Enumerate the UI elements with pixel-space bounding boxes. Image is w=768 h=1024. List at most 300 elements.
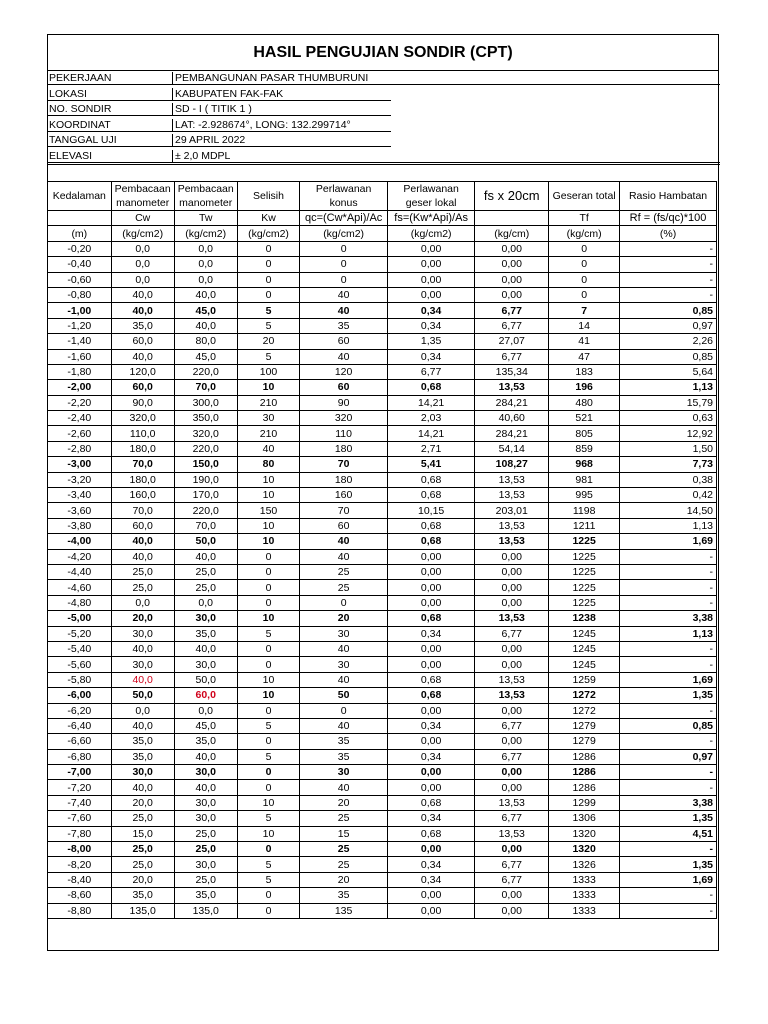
cell-fs20: 284,21 <box>475 395 549 410</box>
cell-tw: 35,0 <box>174 888 237 903</box>
cell-cw: 15,0 <box>111 826 174 841</box>
col-qc: Perlawanan konus <box>300 182 388 211</box>
cell-fs: 0,34 <box>387 718 474 733</box>
cell-cw: 320,0 <box>111 411 174 426</box>
cell-fs: 0,68 <box>387 826 474 841</box>
unit-cell: (kg/cm2) <box>174 226 237 241</box>
cell-rf: 2,26 <box>620 334 717 349</box>
table-row <box>48 580 717 595</box>
cell-d: -3,60 <box>48 503 112 518</box>
cell-qc: 40 <box>300 287 388 302</box>
cell-kw: 0 <box>237 780 300 795</box>
cell-fs: 0,68 <box>387 534 474 549</box>
cell-tf: 1320 <box>549 842 620 857</box>
cell-cw: 40,0 <box>111 672 174 687</box>
cell-tf: 0 <box>549 272 620 287</box>
cell-kw: 40 <box>237 441 300 456</box>
cell-rf: - <box>620 703 717 718</box>
cell-qc: 0 <box>300 272 388 287</box>
cell-qc: 160 <box>300 488 388 503</box>
cell-tw: 0,0 <box>174 241 237 256</box>
cell-fs: 10,15 <box>387 503 474 518</box>
cell-fs20: 0,00 <box>475 564 549 579</box>
cell-fs20: 0,00 <box>475 734 549 749</box>
cell-cw: 20,0 <box>111 795 174 810</box>
cell-qc: 40 <box>300 672 388 687</box>
cell-tw: 60,0 <box>174 688 237 703</box>
cell-qc: 0 <box>300 703 388 718</box>
cell-qc: 35 <box>300 749 388 764</box>
cell-kw: 0 <box>237 888 300 903</box>
cell-tw: 320,0 <box>174 426 237 441</box>
cell-qc: 25 <box>300 857 388 872</box>
cell-d: -8,60 <box>48 888 112 903</box>
cell-tf: 1286 <box>549 780 620 795</box>
cell-qc: 180 <box>300 441 388 456</box>
col-tf: Geseran total <box>549 182 620 211</box>
cell-qc: 40 <box>300 534 388 549</box>
cell-kw: 0 <box>237 734 300 749</box>
cell-d: -7,20 <box>48 780 112 795</box>
cell-tf: 1279 <box>549 718 620 733</box>
sym-rf: Rf = (fs/qc)*100 <box>620 211 717 226</box>
cell-tw: 45,0 <box>174 718 237 733</box>
cell-tw: 0,0 <box>174 272 237 287</box>
cell-qc: 35 <box>300 734 388 749</box>
cell-fs: 0,68 <box>387 688 474 703</box>
cell-kw: 5 <box>237 349 300 364</box>
cell-fs20: 0,00 <box>475 549 549 564</box>
table-row <box>48 488 717 503</box>
table-row <box>48 272 717 287</box>
cell-tf: 1245 <box>549 626 620 641</box>
table-row <box>48 349 717 364</box>
cell-tf: 1225 <box>549 580 620 595</box>
cell-cw: 60,0 <box>111 518 174 533</box>
cell-kw: 5 <box>237 749 300 764</box>
cell-fs20: 0,00 <box>475 903 549 918</box>
cell-qc: 0 <box>300 257 388 272</box>
cell-cw: 35,0 <box>111 888 174 903</box>
table-row <box>48 257 717 272</box>
table-row <box>48 334 717 349</box>
cell-kw: 5 <box>237 303 300 318</box>
table-row <box>48 364 717 379</box>
cell-qc: 30 <box>300 626 388 641</box>
cell-fs20: 6,77 <box>475 318 549 333</box>
cell-tf: 521 <box>549 411 620 426</box>
cell-tf: 968 <box>549 457 620 472</box>
cell-fs: 2,71 <box>387 441 474 456</box>
cell-kw: 30 <box>237 411 300 426</box>
cell-d: -3,40 <box>48 488 112 503</box>
cell-kw: 0 <box>237 842 300 857</box>
cell-cw: 35,0 <box>111 749 174 764</box>
cell-kw: 0 <box>237 257 300 272</box>
cell-cw: 0,0 <box>111 703 174 718</box>
cell-d: -6,00 <box>48 688 112 703</box>
unit-cell: (kg/cm2) <box>300 226 388 241</box>
cell-cw: 20,0 <box>111 611 174 626</box>
cell-rf: - <box>620 903 717 918</box>
info-row <box>48 103 718 116</box>
cell-tw: 220,0 <box>174 503 237 518</box>
cell-cw: 25,0 <box>111 842 174 857</box>
col-cw: Pembacaan manometer <box>111 182 174 211</box>
cell-rf: 0,63 <box>620 411 717 426</box>
cell-kw: 5 <box>237 718 300 733</box>
cell-kw: 5 <box>237 626 300 641</box>
unit-cell: (kg/cm2) <box>387 226 474 241</box>
cell-tf: 14 <box>549 318 620 333</box>
cell-fs20: 6,77 <box>475 303 549 318</box>
cell-fs20: 27,07 <box>475 334 549 349</box>
cell-rf: 0,85 <box>620 718 717 733</box>
sym-tf: Tf <box>549 211 620 226</box>
cell-cw: 180,0 <box>111 441 174 456</box>
table-row <box>48 765 717 780</box>
cell-fs: 5,41 <box>387 457 474 472</box>
cell-cw: 135,0 <box>111 903 174 918</box>
info-row <box>48 119 718 132</box>
cell-fs: 0,00 <box>387 241 474 256</box>
cell-rf: 1,35 <box>620 688 717 703</box>
info-label: NO. SONDIR <box>49 103 112 115</box>
cell-d: -1,60 <box>48 349 112 364</box>
unit-cell: (kg/cm) <box>549 226 620 241</box>
sym-cw: Cw <box>111 211 174 226</box>
cell-kw: 10 <box>237 534 300 549</box>
cell-cw: 90,0 <box>111 395 174 410</box>
table-row <box>48 318 717 333</box>
cell-tf: 1320 <box>549 826 620 841</box>
cell-d: -7,80 <box>48 826 112 841</box>
cell-cw: 60,0 <box>111 380 174 395</box>
table-row <box>48 595 717 610</box>
cell-tf: 995 <box>549 488 620 503</box>
cell-kw: 0 <box>237 903 300 918</box>
cell-fs: 0,00 <box>387 780 474 795</box>
cell-rf: 0,97 <box>620 318 717 333</box>
cell-fs20: 0,00 <box>475 703 549 718</box>
table-row <box>48 564 717 579</box>
cell-fs: 14,21 <box>387 426 474 441</box>
report-sheet <box>47 34 719 951</box>
info-label: LOKASI <box>49 87 87 100</box>
cell-fs20: 0,00 <box>475 287 549 302</box>
cell-rf: 3,38 <box>620 795 717 810</box>
cell-fs20: 6,77 <box>475 811 549 826</box>
cell-cw: 25,0 <box>111 857 174 872</box>
cell-kw: 5 <box>237 318 300 333</box>
cell-d: -3,00 <box>48 457 112 472</box>
cell-tw: 25,0 <box>174 842 237 857</box>
cell-fs20: 6,77 <box>475 872 549 887</box>
cell-tf: 1225 <box>549 564 620 579</box>
cell-tw: 40,0 <box>174 780 237 795</box>
cell-tf: 47 <box>549 349 620 364</box>
info-value: PEMBANGUNAN PASAR THUMBURUNI <box>175 72 369 84</box>
cell-qc: 320 <box>300 411 388 426</box>
cell-kw: 10 <box>237 472 300 487</box>
cell-qc: 40 <box>300 303 388 318</box>
cell-fs: 0,34 <box>387 872 474 887</box>
table-row <box>48 441 717 456</box>
cell-rf: 1,69 <box>620 534 717 549</box>
cell-rf: - <box>620 657 717 672</box>
cell-tf: 1333 <box>549 872 620 887</box>
cell-rf: - <box>620 842 717 857</box>
table-row <box>48 549 717 564</box>
cell-cw: 70,0 <box>111 457 174 472</box>
cell-rf: 0,85 <box>620 303 717 318</box>
table-row <box>48 749 717 764</box>
cell-fs: 0,00 <box>387 888 474 903</box>
cell-fs20: 13,53 <box>475 688 549 703</box>
cell-fs: 0,34 <box>387 318 474 333</box>
cell-tf: 1306 <box>549 811 620 826</box>
report-title: HASIL PENGUJIAN SONDIR (CPT) <box>48 35 718 71</box>
cell-d: -0,40 <box>48 257 112 272</box>
cell-tf: 859 <box>549 441 620 456</box>
cell-d: -8,80 <box>48 903 112 918</box>
table-row <box>48 472 717 487</box>
table-row <box>48 857 717 872</box>
cell-rf: 3,38 <box>620 611 717 626</box>
cell-d: -4,80 <box>48 595 112 610</box>
cell-rf: 1,13 <box>620 626 717 641</box>
cell-cw: 25,0 <box>111 580 174 595</box>
cell-cw: 160,0 <box>111 488 174 503</box>
cell-cw: 30,0 <box>111 657 174 672</box>
cell-d: -6,40 <box>48 718 112 733</box>
cell-tw: 0,0 <box>174 257 237 272</box>
cell-d: -1,00 <box>48 303 112 318</box>
cell-d: -2,40 <box>48 411 112 426</box>
cell-fs20: 13,53 <box>475 380 549 395</box>
cell-kw: 10 <box>237 795 300 810</box>
cell-fs20: 203,01 <box>475 503 549 518</box>
table-row <box>48 380 717 395</box>
cell-rf: 7,73 <box>620 457 717 472</box>
cell-kw: 0 <box>237 703 300 718</box>
cell-tf: 1333 <box>549 903 620 918</box>
unit-cell: (kg/cm2) <box>111 226 174 241</box>
sym-depth <box>48 211 112 226</box>
cell-qc: 35 <box>300 318 388 333</box>
cell-fs: 0,34 <box>387 626 474 641</box>
table-row <box>48 872 717 887</box>
cell-tw: 70,0 <box>174 518 237 533</box>
cell-d: -0,20 <box>48 241 112 256</box>
info-row <box>48 72 718 85</box>
cell-tf: 1272 <box>549 688 620 703</box>
cell-d: -2,80 <box>48 441 112 456</box>
cell-fs: 0,00 <box>387 272 474 287</box>
cell-cw: 25,0 <box>111 811 174 826</box>
cell-kw: 0 <box>237 595 300 610</box>
table-row <box>48 811 717 826</box>
cell-d: -5,60 <box>48 657 112 672</box>
cell-d: -8,40 <box>48 872 112 887</box>
cell-cw: 30,0 <box>111 765 174 780</box>
cell-rf: 12,92 <box>620 426 717 441</box>
table-row <box>48 457 717 472</box>
cell-fs: 14,21 <box>387 395 474 410</box>
table-row <box>48 626 717 641</box>
cell-fs: 0,68 <box>387 472 474 487</box>
cell-kw: 0 <box>237 657 300 672</box>
cell-d: -8,20 <box>48 857 112 872</box>
table-row <box>48 395 717 410</box>
cell-qc: 110 <box>300 426 388 441</box>
info-label: PEKERJAAN <box>49 72 112 84</box>
cell-d: -2,60 <box>48 426 112 441</box>
info-value: KABUPATEN FAK-FAK <box>175 87 284 100</box>
cell-cw: 40,0 <box>111 549 174 564</box>
cell-fs20: 13,53 <box>475 472 549 487</box>
cell-d: -4,00 <box>48 534 112 549</box>
cell-rf: 1,35 <box>620 811 717 826</box>
cell-fs: 0,34 <box>387 349 474 364</box>
cell-qc: 50 <box>300 688 388 703</box>
cell-rf: - <box>620 888 717 903</box>
cell-fs20: 6,77 <box>475 718 549 733</box>
cell-d: -5,00 <box>48 611 112 626</box>
cell-rf: - <box>620 549 717 564</box>
cell-rf: 1,50 <box>620 441 717 456</box>
cell-qc: 40 <box>300 349 388 364</box>
cell-tw: 35,0 <box>174 626 237 641</box>
cell-tw: 25,0 <box>174 564 237 579</box>
cell-tw: 45,0 <box>174 303 237 318</box>
cell-fs20: 6,77 <box>475 349 549 364</box>
cell-tf: 1211 <box>549 518 620 533</box>
cell-tw: 40,0 <box>174 318 237 333</box>
cell-d: -6,20 <box>48 703 112 718</box>
data-rows <box>48 241 717 918</box>
cell-fs: 0,68 <box>387 795 474 810</box>
cell-qc: 90 <box>300 395 388 410</box>
cell-fs20: 284,21 <box>475 426 549 441</box>
cell-tf: 1198 <box>549 503 620 518</box>
cell-fs20: 13,53 <box>475 488 549 503</box>
cell-kw: 150 <box>237 503 300 518</box>
cell-kw: 10 <box>237 518 300 533</box>
cell-kw: 0 <box>237 549 300 564</box>
table-row <box>48 534 717 549</box>
table-row <box>48 241 717 256</box>
cell-d: -4,40 <box>48 564 112 579</box>
cell-d: -4,60 <box>48 580 112 595</box>
table-row <box>48 718 717 733</box>
cell-qc: 20 <box>300 872 388 887</box>
table-row <box>48 703 717 718</box>
cell-tw: 25,0 <box>174 872 237 887</box>
cell-fs: 6,77 <box>387 364 474 379</box>
table-row <box>48 780 717 795</box>
cell-tf: 1245 <box>549 641 620 656</box>
cell-fs20: 6,77 <box>475 857 549 872</box>
cell-fs: 0,00 <box>387 564 474 579</box>
cell-qc: 180 <box>300 472 388 487</box>
cell-cw: 40,0 <box>111 780 174 795</box>
cell-tf: 1259 <box>549 672 620 687</box>
cell-fs20: 135,34 <box>475 364 549 379</box>
symbol-row <box>48 211 717 226</box>
cell-rf: 0,85 <box>620 349 717 364</box>
unit-cell: (m) <box>48 226 112 241</box>
cell-kw: 100 <box>237 364 300 379</box>
cell-rf: 14,50 <box>620 503 717 518</box>
cell-d: -4,20 <box>48 549 112 564</box>
cell-fs: 0,68 <box>387 488 474 503</box>
table-row <box>48 641 717 656</box>
cell-kw: 10 <box>237 380 300 395</box>
cell-qc: 25 <box>300 580 388 595</box>
cell-fs: 0,68 <box>387 611 474 626</box>
sym-kw: Kw <box>237 211 300 226</box>
cell-tw: 30,0 <box>174 811 237 826</box>
cell-tw: 50,0 <box>174 672 237 687</box>
cell-fs: 0,00 <box>387 903 474 918</box>
cell-rf: - <box>620 780 717 795</box>
table-row <box>48 826 717 841</box>
cell-kw: 0 <box>237 641 300 656</box>
cell-qc: 30 <box>300 657 388 672</box>
cell-rf: 1,69 <box>620 872 717 887</box>
cell-kw: 0 <box>237 580 300 595</box>
cell-fs: 0,00 <box>387 734 474 749</box>
cell-rf: 1,35 <box>620 857 717 872</box>
cell-fs20: 54,14 <box>475 441 549 456</box>
cell-d: -2,20 <box>48 395 112 410</box>
cell-d: -5,20 <box>48 626 112 641</box>
cell-d: -0,80 <box>48 287 112 302</box>
sondir-table <box>47 181 717 919</box>
cell-tw: 300,0 <box>174 395 237 410</box>
unit-cell: (%) <box>620 226 717 241</box>
cell-rf: 1,69 <box>620 672 717 687</box>
cell-d: -7,40 <box>48 795 112 810</box>
unit-cell: (kg/cm) <box>475 226 549 241</box>
cell-tw: 30,0 <box>174 611 237 626</box>
cell-tf: 0 <box>549 287 620 302</box>
cell-fs20: 6,77 <box>475 626 549 641</box>
cell-cw: 40,0 <box>111 349 174 364</box>
cell-d: -7,60 <box>48 811 112 826</box>
cell-rf: - <box>620 580 717 595</box>
cell-kw: 10 <box>237 672 300 687</box>
cell-tf: 1326 <box>549 857 620 872</box>
cell-fs: 0,00 <box>387 842 474 857</box>
cell-tf: 805 <box>549 426 620 441</box>
sym-fs: fs=(Kw*Api)/As <box>387 211 474 226</box>
cell-tw: 30,0 <box>174 857 237 872</box>
cell-cw: 20,0 <box>111 872 174 887</box>
cell-rf: - <box>620 272 717 287</box>
cell-tw: 40,0 <box>174 287 237 302</box>
table-row <box>48 657 717 672</box>
cell-qc: 70 <box>300 457 388 472</box>
cell-tf: 196 <box>549 380 620 395</box>
cell-fs20: 13,53 <box>475 826 549 841</box>
cell-fs: 0,00 <box>387 765 474 780</box>
info-value: ± 2,0 MDPL <box>175 149 231 162</box>
cell-rf: 0,42 <box>620 488 717 503</box>
cell-kw: 10 <box>237 826 300 841</box>
cell-d: -8,00 <box>48 842 112 857</box>
